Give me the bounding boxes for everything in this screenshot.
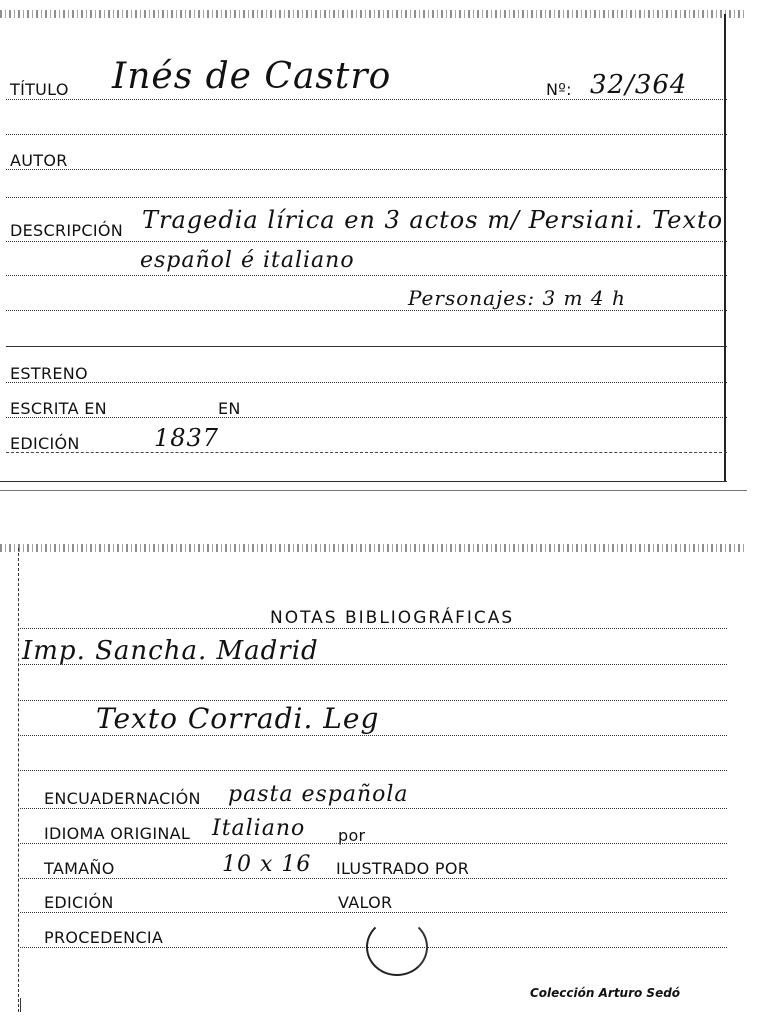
numero-value: 32/364 — [590, 70, 688, 100]
card-separator — [0, 490, 747, 491]
card-top-edge — [0, 544, 745, 552]
estreno-label: ESTRENO — [10, 364, 88, 383]
descripcion-line — [6, 346, 727, 347]
edicion-label: EDICIÓN — [10, 434, 80, 453]
card-top-edge — [0, 10, 745, 18]
titulo-label: TÍTULO — [10, 80, 69, 99]
descripcion-line2: español é italiano — [140, 248, 355, 273]
notas-heading: NOTAS BIBLIOGRÁFICAS — [270, 608, 515, 628]
idioma-label: IDIOMA ORIGINAL — [44, 824, 191, 843]
titulo-value: Inés de Castro — [112, 56, 392, 97]
escrita-line — [6, 417, 727, 418]
ilustrado-label: ILUSTRADO POR — [336, 859, 470, 878]
notas-line — [20, 664, 727, 665]
catalog-card-front — [0, 0, 759, 492]
autor-line — [6, 169, 727, 170]
edicion-line — [6, 452, 727, 453]
idioma-value: Italiano — [212, 816, 306, 841]
notas-line — [20, 735, 727, 736]
procedencia-label: PROCEDENCIA — [44, 928, 164, 947]
descripcion-line1: Tragedia lírica en 3 actos m/ Persiani. Texto — [142, 206, 724, 234]
catalog-card-back — [0, 538, 759, 1028]
encuadernacion-value: pasta española — [228, 782, 409, 807]
notas-line — [20, 700, 727, 701]
descripcion-line — [6, 241, 727, 242]
tamano-label: TAMAÑO — [44, 859, 115, 878]
valor-label: VALOR — [338, 893, 393, 912]
descripcion-label: DESCRIPCIÓN — [10, 221, 123, 240]
estreno-line — [6, 382, 727, 383]
descripcion-line — [6, 275, 727, 276]
card-right-border — [724, 14, 726, 482]
card-bottom-border — [0, 481, 727, 482]
nota-line1: Imp. Sancha. Madrid — [22, 636, 319, 666]
edicion2-line — [20, 912, 727, 913]
personajes-value: Personajes: 3 m 4 h — [408, 286, 626, 310]
notas-line — [20, 628, 727, 629]
en-label: EN — [218, 399, 241, 418]
tamano-value: 10 x 16 — [222, 852, 312, 877]
card-left-border — [18, 548, 19, 1012]
collection-footer: Colección Arturo Sedó — [530, 986, 681, 1000]
nota-line2: Texto Corradi. Leg — [96, 702, 380, 735]
notas-line — [20, 770, 727, 771]
edicion-value: 1837 — [154, 424, 220, 452]
descripcion-line — [6, 310, 727, 311]
blank-line — [6, 134, 727, 135]
encuadernacion-line — [20, 808, 727, 809]
idioma-line — [20, 843, 727, 844]
autor-label: AUTOR — [10, 151, 68, 170]
numero-label: Nº: — [546, 80, 572, 99]
blank-line — [6, 197, 727, 198]
tamano-line — [20, 878, 727, 879]
corner-mark — [20, 998, 21, 1012]
edicion2-label: EDICIÓN — [44, 893, 114, 912]
por-label: por — [338, 826, 366, 845]
titulo-line — [6, 99, 727, 100]
escrita-en-label: ESCRITA EN — [10, 399, 107, 418]
circle-stamp-icon — [366, 918, 428, 976]
encuadernacion-label: ENCUADERNACIÓN — [44, 789, 201, 808]
